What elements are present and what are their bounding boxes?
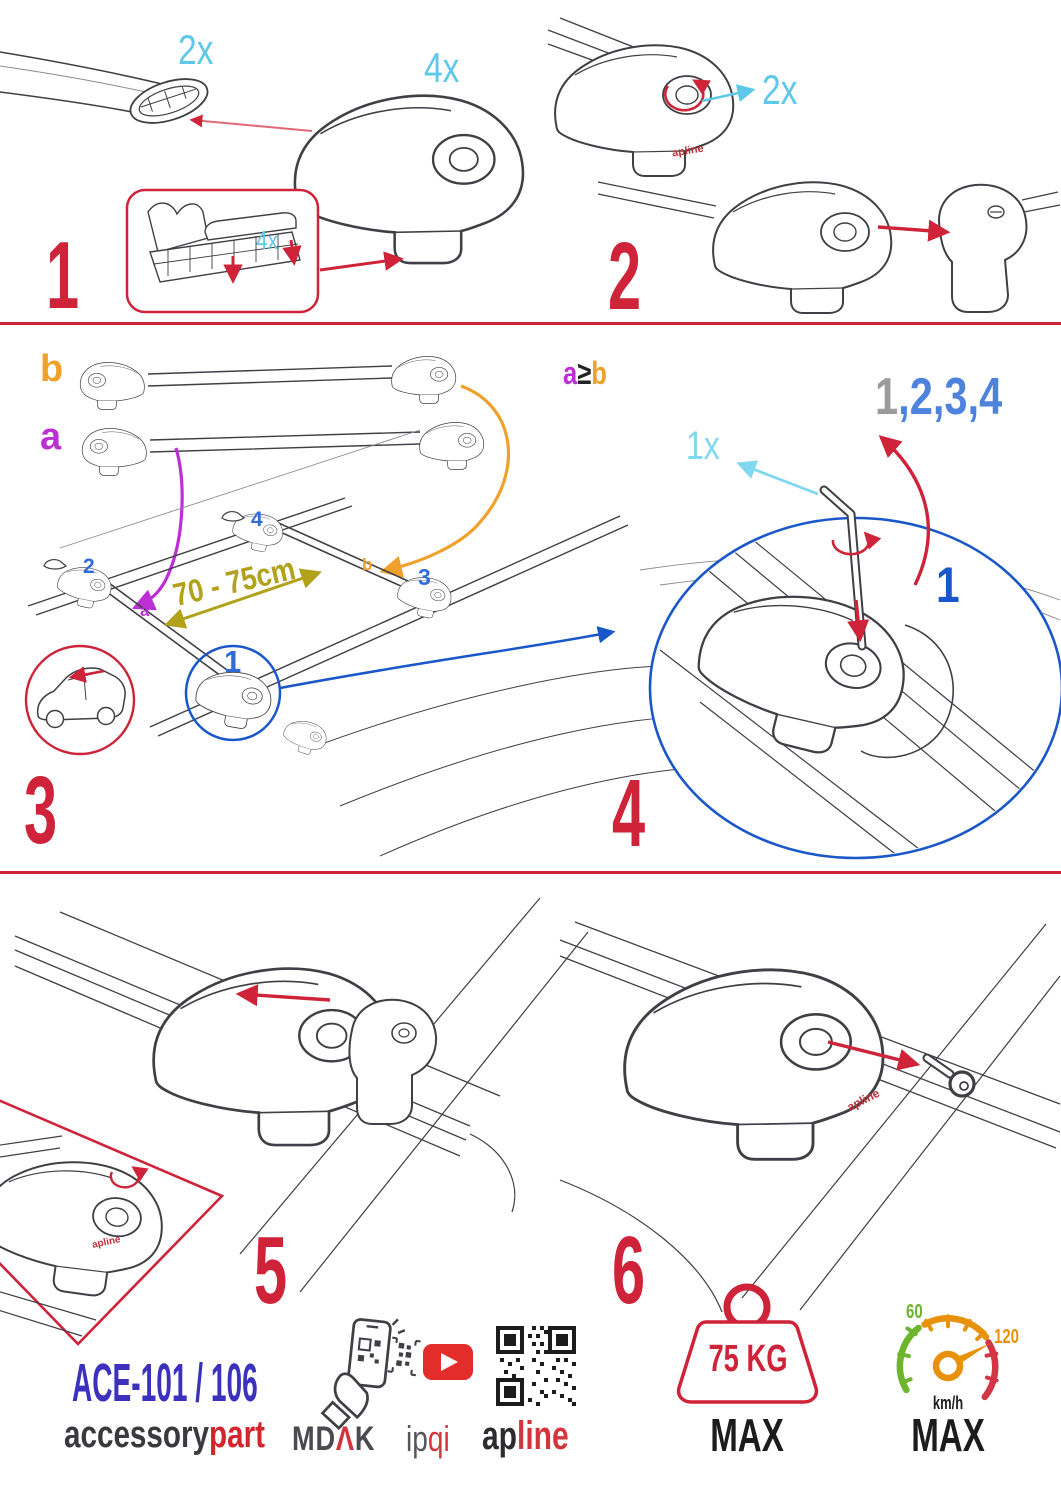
step3-arrow-b [384, 386, 508, 571]
step3-crossbar-b-drawing [80, 356, 456, 409]
step1-bar-qty-label: 2x [178, 26, 214, 73]
step3-pos4-label: 4 [251, 508, 263, 531]
step4-rule-b: b [591, 355, 607, 391]
step4-rule-a: a [563, 355, 578, 391]
step1-foot-drawing [295, 96, 523, 263]
max-speed-gauge-icon [899, 1316, 996, 1397]
speed-high-tick-label: 120 [994, 1326, 1020, 1348]
step4-sequence-rest: ,2,3,4 [898, 368, 1003, 426]
ipqi-gray: ip [406, 1418, 428, 1459]
apline-logo [482, 1416, 569, 1456]
step3-number: 3 [24, 757, 58, 864]
step1-number: 1 [46, 222, 80, 329]
step5-apline-logo: apline [91, 1234, 122, 1251]
youtube-play-icon [423, 1344, 473, 1380]
speed-low-tick-label: 60 [906, 1301, 923, 1323]
step1-foot-qty-label: 4x [424, 44, 460, 91]
step3-pos2-label: 2 [83, 555, 95, 578]
step1-pad-qty-label: 4x [256, 225, 278, 255]
qr-code [496, 1326, 576, 1406]
step3-spacing-label: 70 - 75cm [169, 550, 299, 614]
section-divider-2 [0, 871, 1061, 874]
step2-lower-assembly-drawing [598, 182, 1060, 313]
step3-car-inset-drawing [26, 646, 134, 754]
accessorypart-red: part [209, 1414, 266, 1456]
step3-pos1-label: 1 [224, 644, 242, 679]
step3-arrow-b-label: b [362, 555, 373, 574]
speed-unit-label: km/h [932, 1393, 964, 1413]
step1-pad-inset-box [127, 190, 318, 312]
step4-rule-sign: ≥ [577, 355, 592, 391]
step4-rule-label [563, 357, 607, 389]
step2-apline-logo: apline [671, 142, 705, 160]
phone-qr-scan-icon [323, 1319, 421, 1428]
step3-crossbar-a-drawing [82, 422, 484, 475]
step1-arrow-pad-to-foot [320, 259, 400, 270]
step4-sequence-label [875, 368, 1003, 426]
step6-apline-logo: apline [844, 1085, 882, 1115]
model-number: ACE-101 / 106 [72, 1353, 258, 1413]
step3-bar-a-label: a [40, 416, 62, 458]
step5-locked-panel-drawing [0, 1090, 222, 1344]
step4-number: 4 [612, 760, 646, 867]
mdak-right: K [354, 1420, 376, 1458]
apline-red: line [517, 1414, 569, 1458]
step3-zoom-link-line [280, 632, 612, 688]
step3-pos3-label: 3 [418, 564, 431, 590]
step2-number: 2 [608, 223, 642, 330]
mdak-lambda: Λ [335, 1420, 355, 1458]
step3-arrow-a-label: a [140, 601, 150, 620]
max-load-value: 75 KG [708, 1338, 788, 1380]
accessorypart-gray: accessory [64, 1414, 210, 1456]
section-divider-1 [0, 322, 1061, 325]
ipqi-logo [406, 1418, 450, 1459]
apline-black: ap [482, 1414, 518, 1458]
step4-sequence-first: 1 [875, 368, 899, 426]
mdak-left: MD [292, 1420, 336, 1458]
accessorypart-logo [64, 1416, 265, 1454]
step4-key-qty-arrow [740, 464, 818, 494]
step1-arrow-foot-to-bar [192, 120, 312, 131]
step2-lock-qty-label: 2x [762, 66, 798, 113]
mdak-logo [292, 1422, 375, 1456]
step4-key-qty-label: 1x [686, 424, 720, 468]
step5-number: 5 [254, 1217, 288, 1324]
max-load-label: MAX [710, 1409, 784, 1461]
key-drawing [927, 1058, 974, 1096]
max-speed-label: MAX [911, 1409, 985, 1461]
step3-bar-b-label: b [40, 348, 64, 390]
step2-upper-assembly-drawing [548, 18, 752, 176]
ipqi-red: qi [427, 1418, 450, 1459]
step4-position-label: 1 [936, 557, 960, 613]
step6-number: 6 [612, 1217, 646, 1324]
